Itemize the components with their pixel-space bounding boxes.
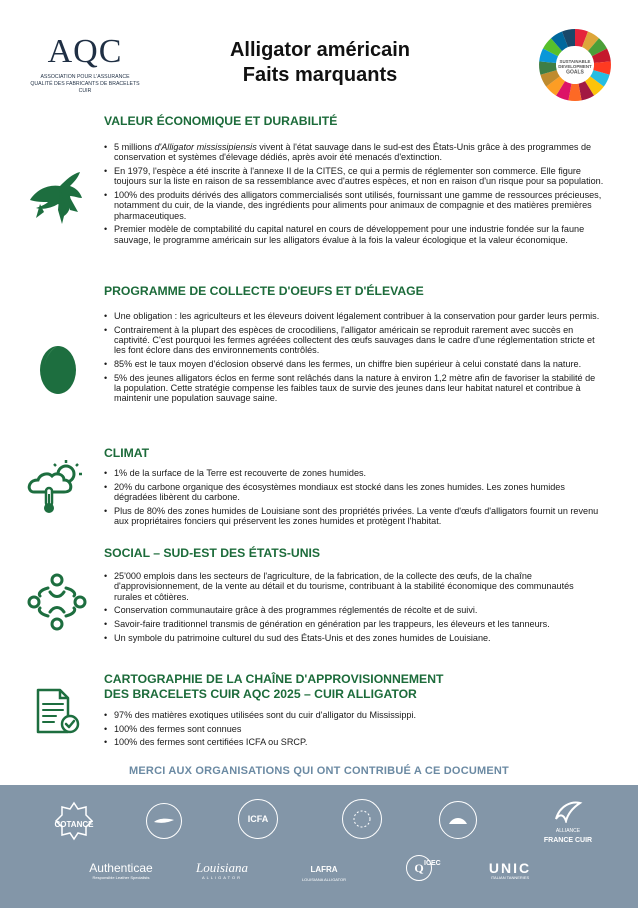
list-item: • 100% des produits dérivés des alligators commercialisés sont utilisés, fournissant une gamme de ressources précieuses, notamment du cuir, de la viande, des ingrédients pour aliments pour animaux de compagnie et des matières premières pharmaceutiques. (104, 190, 604, 221)
section-supply-chain (104, 672, 604, 751)
list-item: • Une obligation : les agriculteurs et les éleveurs doivent légalement contribuer à la conservation pour garder leurs permis. (104, 311, 604, 321)
title-line-1: Alligator américain (229, 39, 411, 61)
authenticae-tagline: Responsible Leather Specialists (92, 875, 150, 880)
alligator-seal-icon (342, 799, 382, 839)
aqc-logo (30, 34, 140, 95)
section-heading: CLIMAT (104, 446, 150, 460)
section-economic-value (104, 114, 604, 248)
climate-icon (26, 458, 86, 516)
lafra-name: LAFRA (310, 865, 338, 874)
logo-subtitle: ASSOCIATION POUR L'ASSURANCE QUALITÉ DES FABRICANTS DE BRACELETS CUIR (30, 74, 140, 94)
community-icon (26, 572, 88, 632)
icec-name: ICEC (424, 860, 441, 867)
heading-line-2: DES BRACELETS CUIR AQC 2025 – CUIR ALLIGATOR (104, 687, 417, 701)
crocodile-seal-icon (146, 803, 182, 839)
section-heading: PROGRAMME DE COLLECTE D'OEUFS ET D'ÉLEVAGE (104, 284, 424, 298)
unic-tagline: ITALIAN TANNERIES (490, 875, 530, 880)
louisiana-tagline: ALLIGATOR (201, 875, 243, 880)
list-item: • Conservation communautaire grâce à des programmes réglementés de récolte et de suivi. (104, 605, 604, 615)
svg-text:SUSTAINABLE: SUSTAINABLE (559, 59, 591, 64)
list-item: • 25'000 emplois dans les secteurs de l'agriculture, de la fabrication, de la collecte des œufs, de la chaîne d'approvisionnement, de la vente au détail et du tourisme, contribuant à la stabilité économique des communautés rurales et côtières. (104, 571, 604, 602)
alligator-icon (26, 168, 88, 228)
cotance-name: COTANCE (54, 820, 94, 829)
list-item: • 20% du carbone organique des écosystèmes mondiaux est stocké dans les zones humides. Les zones humides dégradées libèrent du carbone. (104, 482, 604, 503)
list-item: • 100% des fermes sont connues (104, 724, 604, 734)
crocodile-seal-logo (144, 803, 184, 839)
title-line-2: Faits marquants (242, 64, 398, 86)
sdg-wheel-icon (538, 28, 612, 102)
alliance-name: ALLIANCE (555, 828, 581, 834)
alligator-seal-logo (340, 799, 384, 839)
icec-logo (394, 855, 444, 881)
section-heading: VALEUR ÉCONOMIQUE ET DURABILITÉ (104, 114, 338, 128)
authenticae-logo (76, 863, 166, 883)
france-cuir-name: FRANCE CUIR (543, 837, 593, 844)
document-check-icon (34, 688, 80, 736)
list-item: • Un symbole du patrimoine culturel du sud des États-Unis et des zones humides de Louisiane. (104, 633, 604, 643)
list-item: • En 1979, l'espèce a été inscrite à l'annexe II de la CITES, ce qui a permis de réglementer son commerce. Elle figure toujours sur la liste en raison de sa ressemblance avec d'autres espèces, et non en raison d'un risque pour sa population. (104, 166, 604, 187)
louisiana-name: Louisiana (195, 860, 248, 875)
louisiana-logo (186, 860, 258, 883)
list-item: • 5% des jeunes alligators éclos en ferme sont relâchés dans la nature à environ 1,2 mètre afin de favoriser la stabilité de la population. Cette stratégie compense les faibles taux de survie des jeunes dans leur habitat naturel et contribue à maintenir une population sauvage saine. (104, 373, 604, 404)
partner-logos-footer (0, 785, 638, 908)
list-item: • 97% des matières exotiques utilisées sont du cuir d'alligator du Mississippi. (104, 710, 604, 720)
section-heading (104, 672, 604, 702)
svg-text:GOALS: GOALS (566, 69, 584, 76)
section-climate (104, 446, 604, 530)
lafra-logo (282, 865, 366, 885)
list-item: • Premier modèle de comptabilité du capital naturel en cours de développement pour une industrie fondée sur la faune sauvage, le programme américain sur les alligators évalue à la fois la valeur écologique et la valeur économique. (104, 224, 604, 245)
list-item: • Contrairement à la plupart des espèces de crocodiliens, l'alligator américain se reproduit rarement avec succès en captivité. C'est pourquoi les fermes agréées collectent des œufs sauvages dans le cadre d'une réglementation stricte et les font éclore dans des environnements contrôlés. (104, 325, 604, 356)
section-social (104, 546, 604, 646)
section-egg-collection (104, 284, 604, 407)
authenticae-name: Authenticae (89, 861, 153, 875)
list-item: • 100% des fermes sont certifiées ICFA ou SRCP. (104, 737, 604, 747)
list-item: • 1% de la surface de la Terre est recouverte de zones humides. (104, 468, 604, 478)
svg-text:DEVELOPMENT: DEVELOPMENT (558, 64, 592, 69)
thanks-heading: MERCI AUX ORGANISATIONS QUI ONT CONTRIBUÉ A CE DOCUMENT (129, 765, 509, 777)
farm-seal-icon (439, 801, 477, 839)
lafra-tagline: LOUISIANA ALLIGATOR (301, 877, 347, 882)
cotance-logo (44, 801, 104, 830)
unic-name: UNIC (488, 860, 532, 876)
egg-icon (38, 338, 78, 396)
icfa-logo (234, 799, 282, 839)
list-item: • Savoir-faire traditionnel transmis de génération en génération par les trappeurs, les éleveurs et les tanneurs. (104, 619, 604, 629)
logo-mark: AQC (47, 33, 123, 70)
heading-line-1: CARTOGRAPHIE DE LA CHAÎNE D'APPROVISIONNEMENT (104, 672, 444, 686)
list-item: • Plus de 80% des zones humides de Louisiane sont des propriétés privées. La vente d'œufs d'alligators fournit un revenu aux propriétaires fonciers qui préservent les zones humides et protègent l'habitat. (104, 506, 604, 527)
page-title (170, 38, 470, 88)
section-heading: SOCIAL – SUD-EST DES ÉTATS-UNIS (104, 546, 321, 560)
unic-logo (470, 860, 550, 883)
list-item: • 85% est le taux moyen d'éclosion observé dans les fermes, un chiffre bien supérieur à celui constaté dans la nature. (104, 359, 604, 369)
icfa-seal-icon: ICFA (238, 799, 278, 839)
alliance-france-cuir-logo (528, 799, 608, 846)
alliance-leaf-icon (552, 799, 584, 823)
list-item: • 5 millions d'Alligator mississipiensis vivent à l'état sauvage dans le sud-est des États-Unis grâce à des programmes de conservation et systèmes d'élevage dédiés, après avoir été menacés d'extinction. (104, 142, 604, 163)
farm-seal-logo (436, 801, 480, 839)
icec-q-icon: Q (406, 855, 432, 881)
